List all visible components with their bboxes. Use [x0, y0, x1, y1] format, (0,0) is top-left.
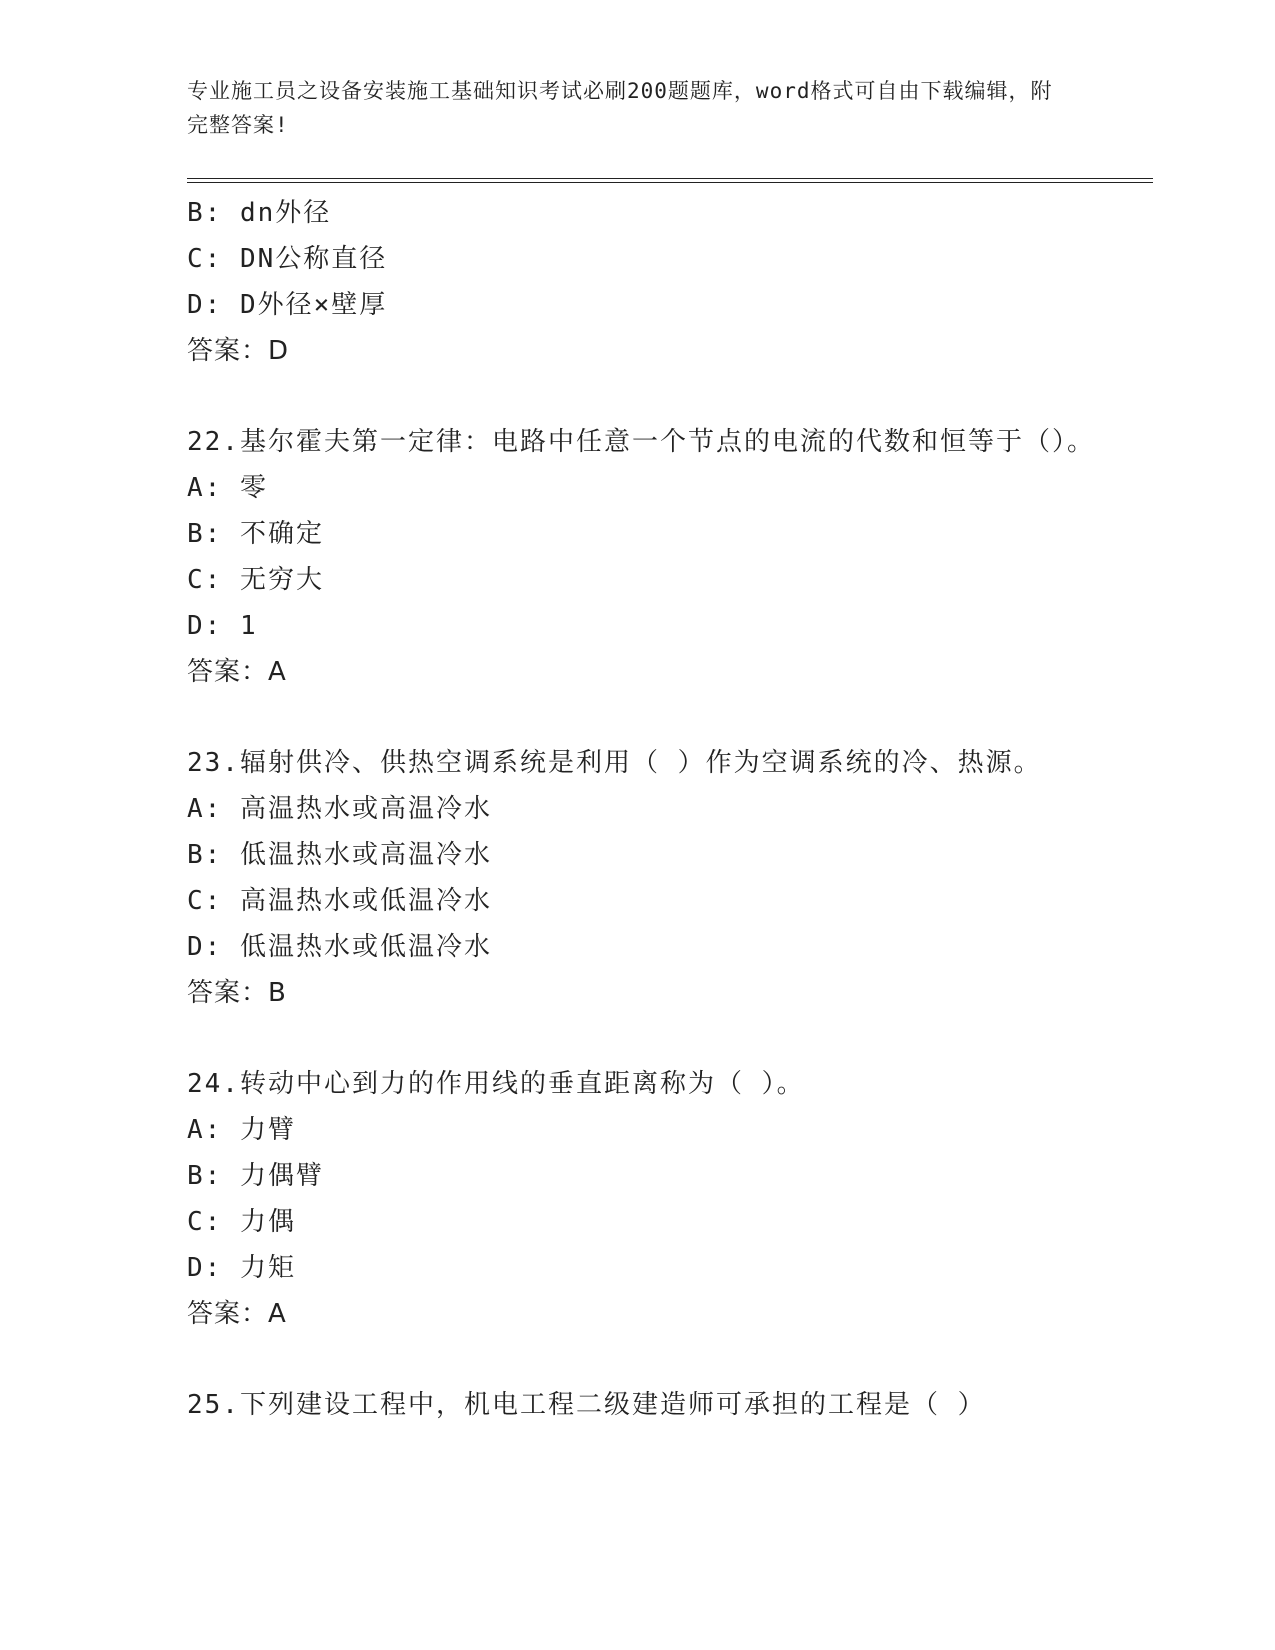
- option-b: B: 不确定: [187, 519, 324, 549]
- option-d: D: 1: [187, 611, 258, 641]
- option-a: A: 零: [187, 473, 268, 503]
- header-title: 专业施工员之设备安装施工基础知识考试必刷200题题库，word格式可自由下载编辑，附完整答案!: [187, 79, 1053, 137]
- option-d: D: D外径×壁厚: [187, 290, 388, 320]
- answer: 答案：A: [187, 657, 287, 687]
- answer: 答案：A: [187, 1299, 287, 1329]
- question-text: 24.转动中心到力的作用线的垂直距离称为（ ）。: [187, 1069, 805, 1099]
- question-24: [187, 1061, 1107, 1337]
- question-list: [187, 190, 1107, 1428]
- answer: 答案：B: [187, 978, 287, 1008]
- question-21: [187, 190, 1107, 374]
- question-text: 25.下列建设工程中，机电工程二级建造师可承担的工程是（ ）: [187, 1390, 986, 1420]
- option-a: A: 高温热水或高温冷水: [187, 794, 492, 824]
- option-d: D: 力矩: [187, 1253, 296, 1283]
- document-header: [187, 74, 1067, 142]
- option-c: C: 高温热水或低温冷水: [187, 886, 492, 916]
- question-text: 22.基尔霍夫第一定律：电路中任意一个节点的电流的代数和恒等于（）。: [187, 427, 1095, 457]
- question-25: [187, 1382, 1107, 1428]
- option-b: B: 低温热水或高温冷水: [187, 840, 492, 870]
- question-23: [187, 740, 1107, 1016]
- header-divider-top: [187, 178, 1153, 179]
- option-d: D: 低温热水或低温冷水: [187, 932, 492, 962]
- option-a: A: 力臂: [187, 1115, 296, 1145]
- option-c: C: DN公称直径: [187, 244, 388, 274]
- answer: 答案：D: [187, 336, 290, 366]
- option-b: B: 力偶臂: [187, 1161, 324, 1191]
- question-22: [187, 419, 1107, 695]
- option-c: C: 力偶: [187, 1207, 296, 1237]
- question-text: 23.辐射供冷、供热空调系统是利用（ ）作为空调系统的冷、热源。: [187, 748, 1042, 778]
- header-divider-bottom: [187, 182, 1153, 183]
- option-c: C: 无穷大: [187, 565, 324, 595]
- option-b: B: dn外径: [187, 198, 332, 228]
